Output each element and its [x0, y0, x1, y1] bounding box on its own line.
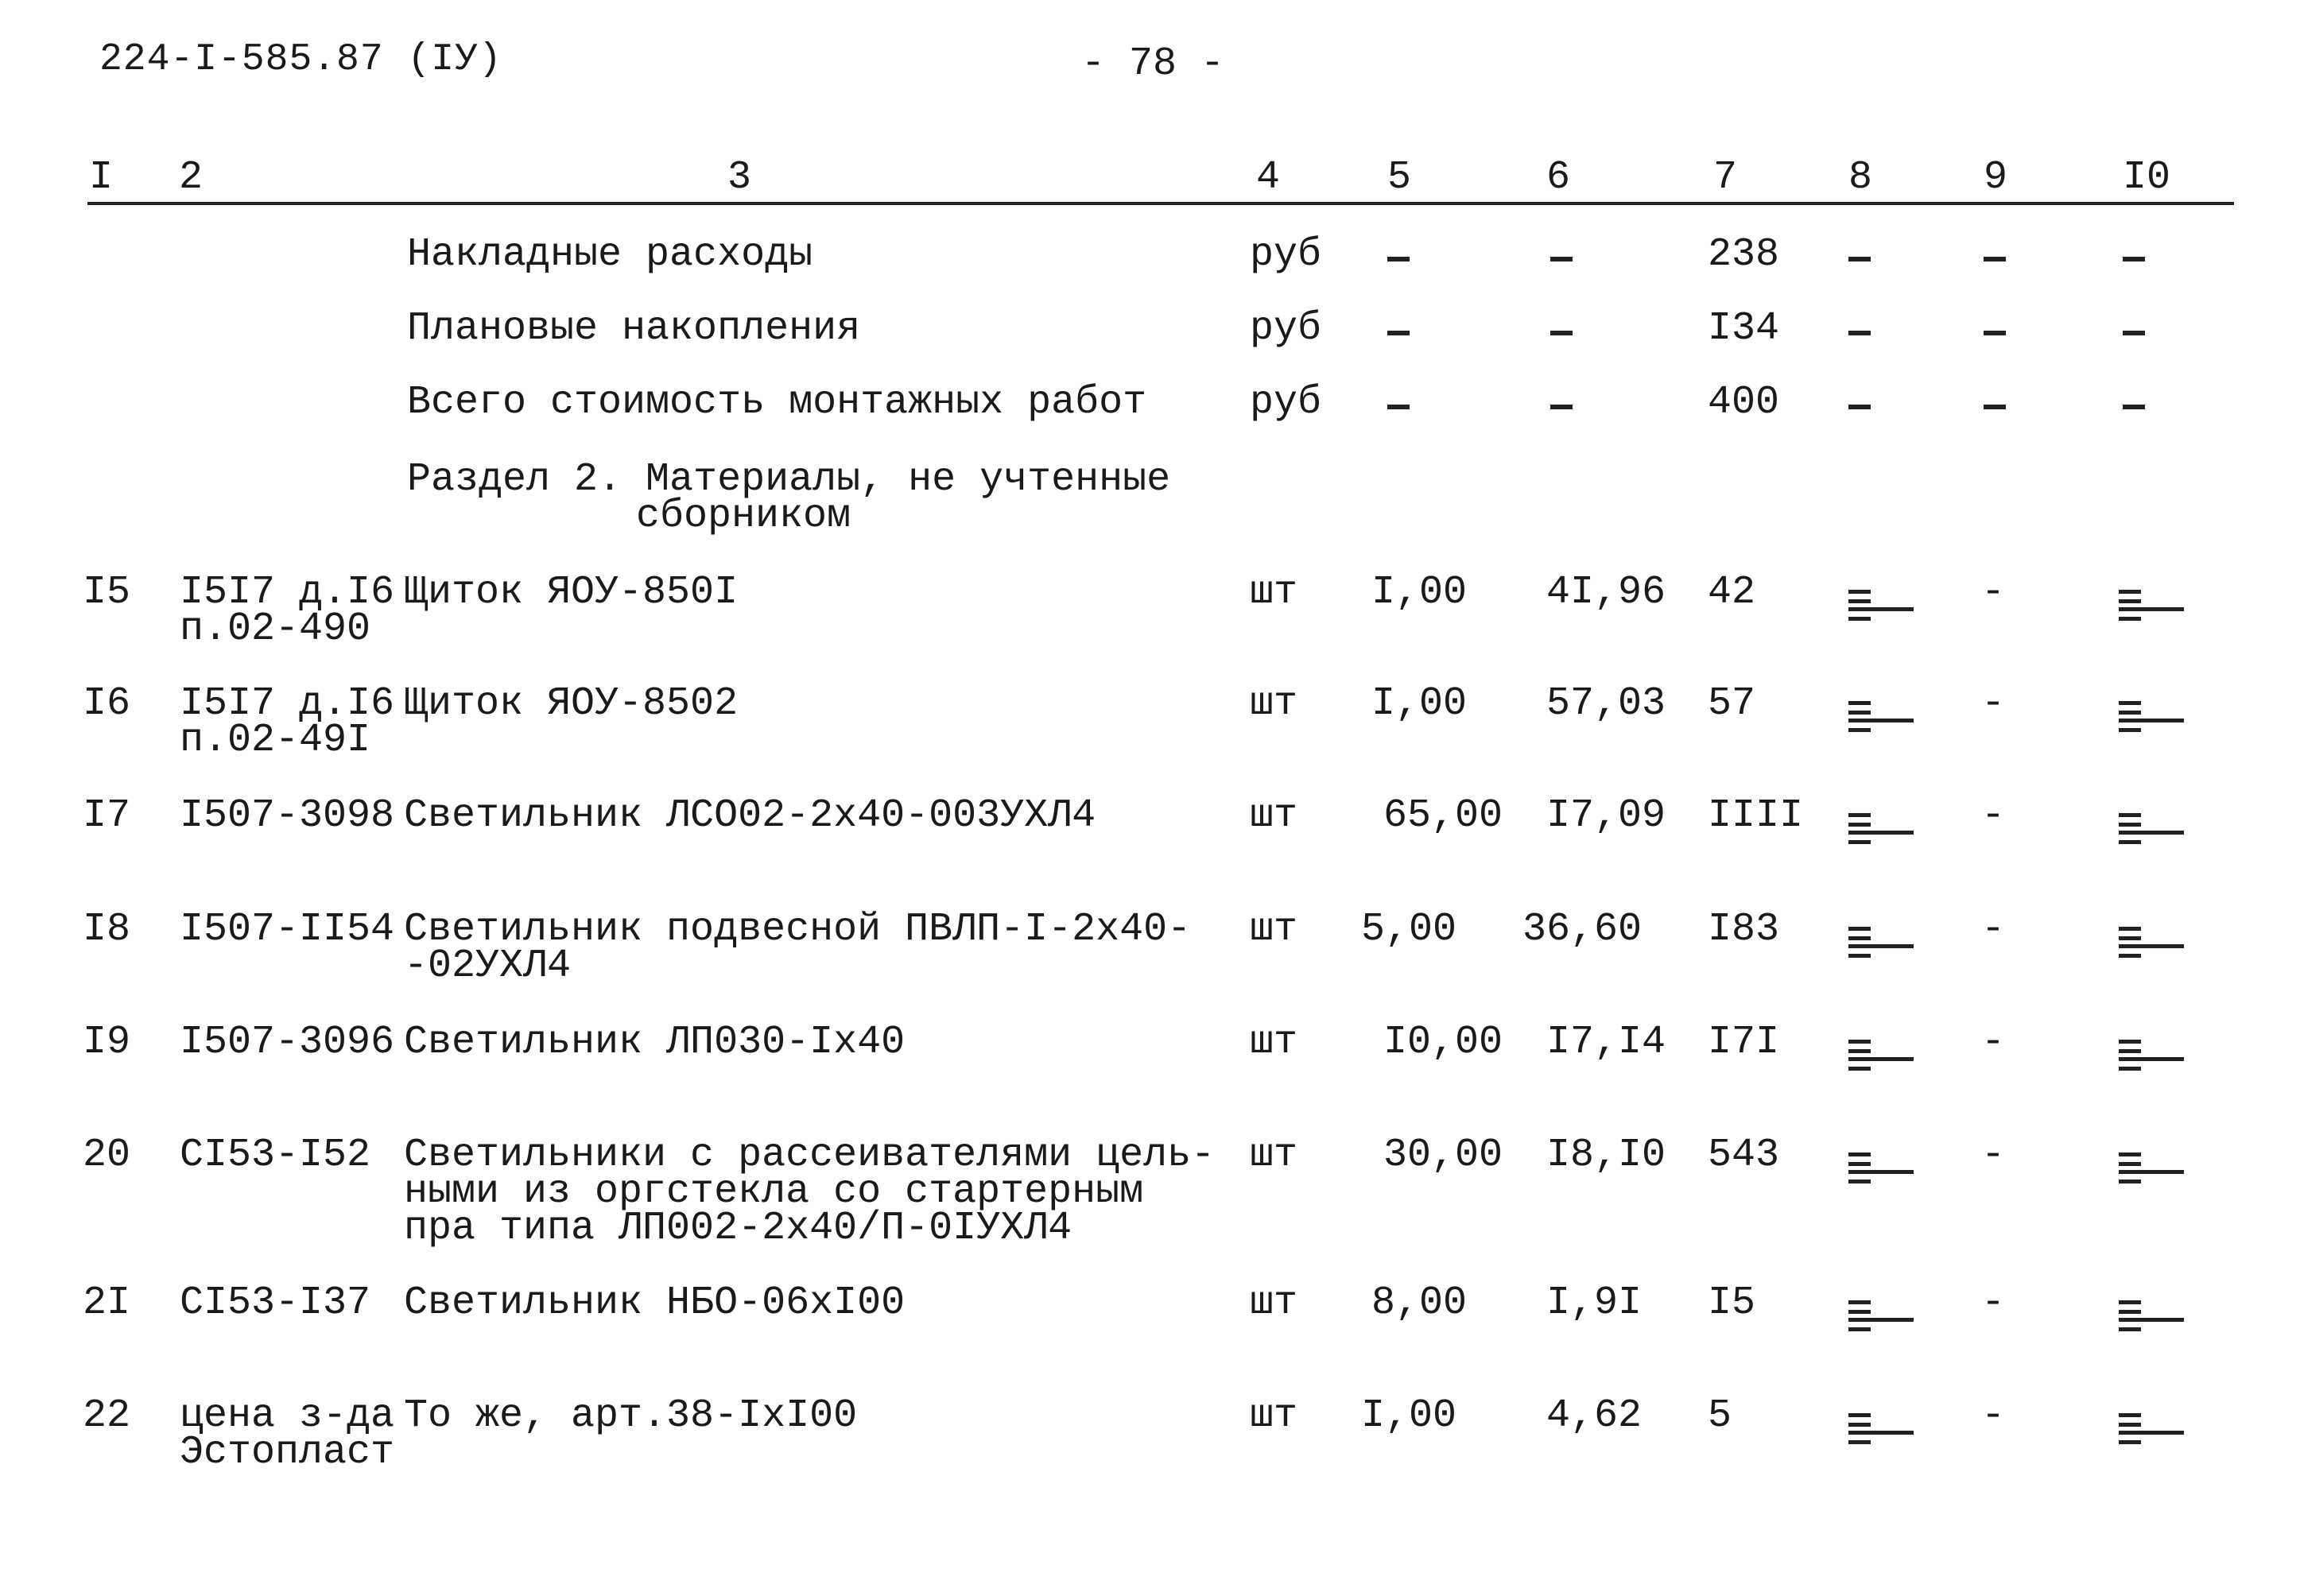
ditto-mark-col10 [2119, 1413, 2198, 1477]
summary-dash [1550, 405, 1573, 409]
column-header-8: 8 [1848, 155, 1873, 200]
summary-dash [2123, 331, 2145, 335]
summary-dash [1550, 257, 1573, 261]
item-price: 57,03 [1546, 681, 1666, 726]
item-total: 42 [1708, 570, 1756, 615]
item-quantity: 8,00 [1371, 1280, 1468, 1326]
item-name: То же, арт.38-IхI00 [404, 1393, 858, 1439]
item-name: ными из оргстекла со стартерным [404, 1169, 1144, 1214]
ditto-mark-col10 [2119, 1040, 2198, 1103]
summary-dash [1984, 331, 2006, 335]
item-name: Светильник ЛП030-Iх40 [404, 1020, 906, 1065]
summary-row-total: 238 [1708, 232, 1780, 277]
item-code: I5I7 д.I6 [180, 681, 395, 726]
ditto-mark-col8 [1848, 813, 1928, 877]
summary-dash [1848, 405, 1871, 409]
item-number: I6 [83, 681, 131, 726]
column-header-9: 9 [1984, 155, 2008, 200]
item-total: I7I [1708, 1020, 1780, 1065]
item-code: СI53-I37 [180, 1280, 371, 1326]
ditto-mark-col10 [2119, 1300, 2198, 1364]
item-quantity: I,00 [1371, 681, 1468, 726]
item-col9-dash: - [1981, 907, 2006, 952]
item-unit: шт [1250, 1133, 1298, 1178]
column-header-5: 5 [1387, 155, 1412, 200]
ditto-mark-col8 [1848, 1413, 1928, 1477]
column-header-10: I0 [2123, 155, 2171, 200]
summary-dash [1387, 405, 1410, 409]
summary-row-name: Накладные расходы [407, 232, 813, 277]
item-name: Светильник подвесной ПВЛП-I-2х40- [404, 907, 1192, 952]
summary-row-name: Всего стоимость монтажных работ [407, 380, 1147, 425]
summary-dash [1984, 405, 2006, 409]
summary-dash [2123, 405, 2145, 409]
summary-dash [2123, 257, 2145, 261]
ditto-mark-col8 [1848, 1152, 1928, 1216]
item-name: Светильники с рассеивателями цель- [404, 1133, 1216, 1178]
item-code: I5I7 д.I6 [180, 570, 395, 615]
item-unit: шт [1250, 1280, 1298, 1326]
summary-dash [1984, 257, 2006, 261]
item-price: 4,62 [1546, 1393, 1643, 1439]
item-total: 5 [1708, 1393, 1732, 1439]
item-col9-dash: - [1981, 1280, 2006, 1326]
item-price: I7,I4 [1546, 1020, 1666, 1065]
summary-row-unit: руб [1250, 232, 1322, 277]
summary-dash [1387, 257, 1410, 261]
document-id: 224-I-585.87 (IУ) [99, 38, 502, 81]
item-quantity: I,00 [1361, 1393, 1457, 1439]
item-col9-dash: - [1981, 570, 2006, 615]
item-col9-dash: - [1981, 681, 2006, 726]
item-unit: шт [1250, 681, 1298, 726]
item-number: I8 [83, 907, 131, 952]
item-unit: шт [1250, 907, 1298, 952]
summary-row-unit: руб [1250, 306, 1322, 351]
item-price: 4I,96 [1546, 570, 1666, 615]
summary-dash [1550, 331, 1573, 335]
header-underline [87, 202, 2234, 205]
item-price: I,9I [1546, 1280, 1643, 1326]
item-unit: шт [1250, 1020, 1298, 1065]
page-number: - 78 - [1081, 41, 1225, 87]
ditto-mark-col8 [1848, 590, 1928, 653]
item-number: 22 [83, 1393, 131, 1439]
ditto-mark-col8 [1848, 1040, 1928, 1103]
column-header-4: 4 [1256, 155, 1281, 200]
item-code: I507-3098 [180, 793, 395, 839]
column-header-3: 3 [727, 155, 752, 200]
item-total: IIII [1708, 793, 1804, 839]
ditto-mark-col10 [2119, 590, 2198, 653]
ditto-mark-col8 [1848, 927, 1928, 990]
ditto-mark-col8 [1848, 1300, 1928, 1364]
item-col9-dash: - [1981, 793, 2006, 839]
item-number: I7 [83, 793, 131, 839]
ditto-mark-col10 [2119, 701, 2198, 765]
item-total: 543 [1708, 1133, 1780, 1178]
item-name: Светильник ЛСО02-2х40-003УХЛ4 [404, 793, 1096, 839]
item-unit: шт [1250, 1393, 1298, 1439]
item-name: Щиток ЯОУ-850I [404, 570, 739, 615]
ditto-mark-col10 [2119, 813, 2198, 877]
item-price: I7,09 [1546, 793, 1666, 839]
column-header-6: 6 [1546, 155, 1571, 200]
item-quantity: 65,00 [1383, 793, 1503, 839]
item-number: 20 [83, 1133, 131, 1178]
summary-dash [1848, 331, 1871, 335]
item-price: 36,60 [1522, 907, 1643, 952]
item-unit: шт [1250, 570, 1298, 615]
item-col9-dash: - [1981, 1393, 2006, 1439]
item-col9-dash: - [1981, 1020, 2006, 1065]
ditto-mark-col10 [2119, 927, 2198, 990]
column-header-2: 2 [179, 155, 204, 200]
summary-row-unit: руб [1250, 380, 1322, 425]
summary-row-total: 400 [1708, 380, 1780, 425]
item-code: п.02-490 [180, 606, 371, 652]
item-number: 2I [83, 1280, 131, 1326]
column-header-7: 7 [1713, 155, 1738, 200]
item-number: I5 [83, 570, 131, 615]
item-total: I5 [1708, 1280, 1756, 1326]
item-total: 57 [1708, 681, 1756, 726]
summary-dash [1387, 331, 1410, 335]
section-title-continued: сборником [636, 494, 851, 539]
item-name: Светильник НБО-06хI00 [404, 1280, 906, 1326]
item-unit: шт [1250, 793, 1298, 839]
item-price: I8,I0 [1546, 1133, 1666, 1178]
ditto-mark-col10 [2119, 1152, 2198, 1216]
summary-row-name: Плановые накопления [407, 306, 861, 351]
item-name: Щиток ЯОУ-8502 [404, 681, 739, 726]
item-code: I507-II54 [180, 907, 395, 952]
item-code: п.02-49I [180, 718, 371, 763]
item-code: Эстопласт [180, 1430, 395, 1475]
item-number: I9 [83, 1020, 131, 1065]
item-code: цена з-да [180, 1393, 395, 1439]
item-code: I507-3096 [180, 1020, 395, 1065]
item-code: СI53-I52 [180, 1133, 371, 1178]
item-name: -02УХЛ4 [404, 943, 572, 989]
item-total: I83 [1708, 907, 1780, 952]
section-title: Раздел 2. Материалы, не учтенные [407, 457, 1171, 502]
item-quantity: 5,00 [1361, 907, 1457, 952]
item-quantity: 30,00 [1383, 1133, 1503, 1178]
column-header-1: I [89, 155, 114, 200]
item-name: пра типа ЛП002-2х40/П-0IУХЛ4 [404, 1206, 1072, 1251]
ditto-mark-col8 [1848, 701, 1928, 765]
summary-dash [1848, 257, 1871, 261]
item-col9-dash: - [1981, 1133, 2006, 1178]
summary-row-total: I34 [1708, 306, 1780, 351]
item-quantity: I0,00 [1383, 1020, 1503, 1065]
item-quantity: I,00 [1371, 570, 1468, 615]
